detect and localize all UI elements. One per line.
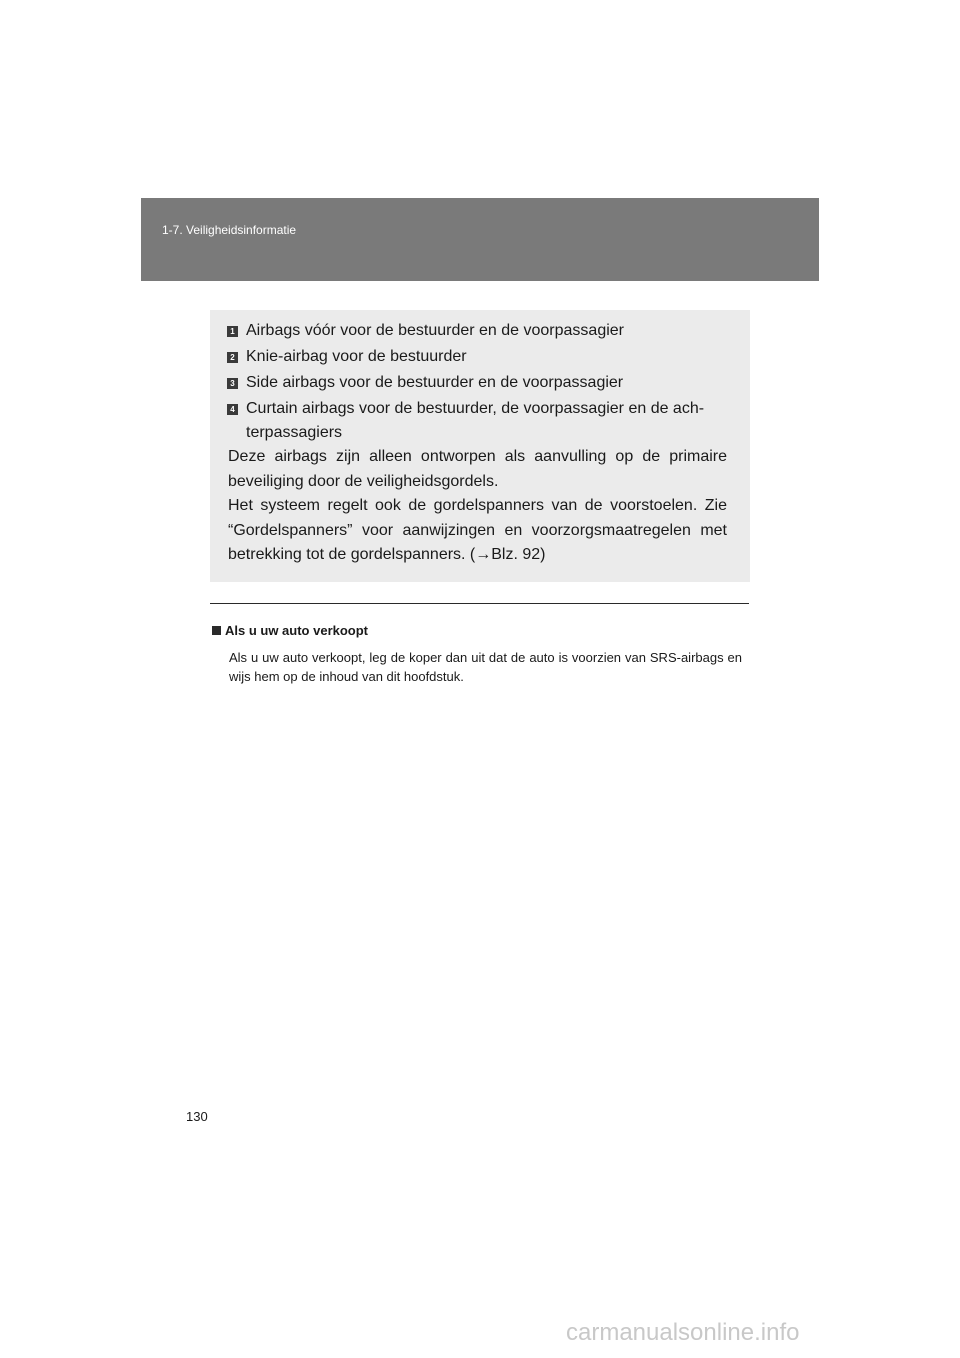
airbag-list-item-4 xyxy=(227,397,727,445)
airbag-list-item-1 xyxy=(227,319,727,343)
number-badge-3: 3 xyxy=(227,378,238,389)
airbag-item-text: Side airbags voor de bestuurder en de voorpassagier xyxy=(246,374,624,391)
pretensioner-paragraph: Het systeem regelt ook de gordelspanners van de voorstoelen. Zie “Gordelspanners” voor aanwijzingen en voorzorgsmaatregelen met betrekking tot de gordelspanners. (→Blz. 92) xyxy=(228,497,727,563)
number-badge-1: 1 xyxy=(227,326,238,337)
airbag-list-item-3 xyxy=(227,371,727,395)
airbag-info-box xyxy=(210,310,750,582)
note-heading xyxy=(212,623,368,638)
airbag-item-text: Curtain airbags voor de bestuurder, de voorpassagier en de ach-terpassagiers xyxy=(246,400,705,441)
watermark-logo: carmanualsonline.info xyxy=(566,1319,800,1346)
section-divider xyxy=(210,603,749,604)
page-number: 130 xyxy=(186,1109,208,1124)
number-badge-4: 4 xyxy=(227,404,238,415)
airbag-purpose-paragraph: Deze airbags zijn alleen ontworpen als aanvulling op de primaire beveiliging door de veiligheidsgordels. xyxy=(228,448,727,490)
airbag-item-text: Knie-airbag voor de bestuurder xyxy=(246,348,467,365)
square-bullet-icon xyxy=(212,626,221,635)
section-header-band xyxy=(141,198,819,281)
section-title: 1-7. Veiligheidsinformatie xyxy=(162,223,297,237)
airbag-item-text: Airbags vóór voor de bestuurder en de voorpassagier xyxy=(246,322,624,339)
note-body: Als u uw auto verkoopt, leg de koper dan uit dat de auto is voorzien van SRS-airbags en wijs hem op de inhoud van dit hoofdstuk. xyxy=(229,650,742,684)
note-heading-text: Als u uw auto verkoopt xyxy=(225,623,369,638)
number-badge-2: 2 xyxy=(227,352,238,363)
airbag-list-item-2 xyxy=(227,345,727,369)
